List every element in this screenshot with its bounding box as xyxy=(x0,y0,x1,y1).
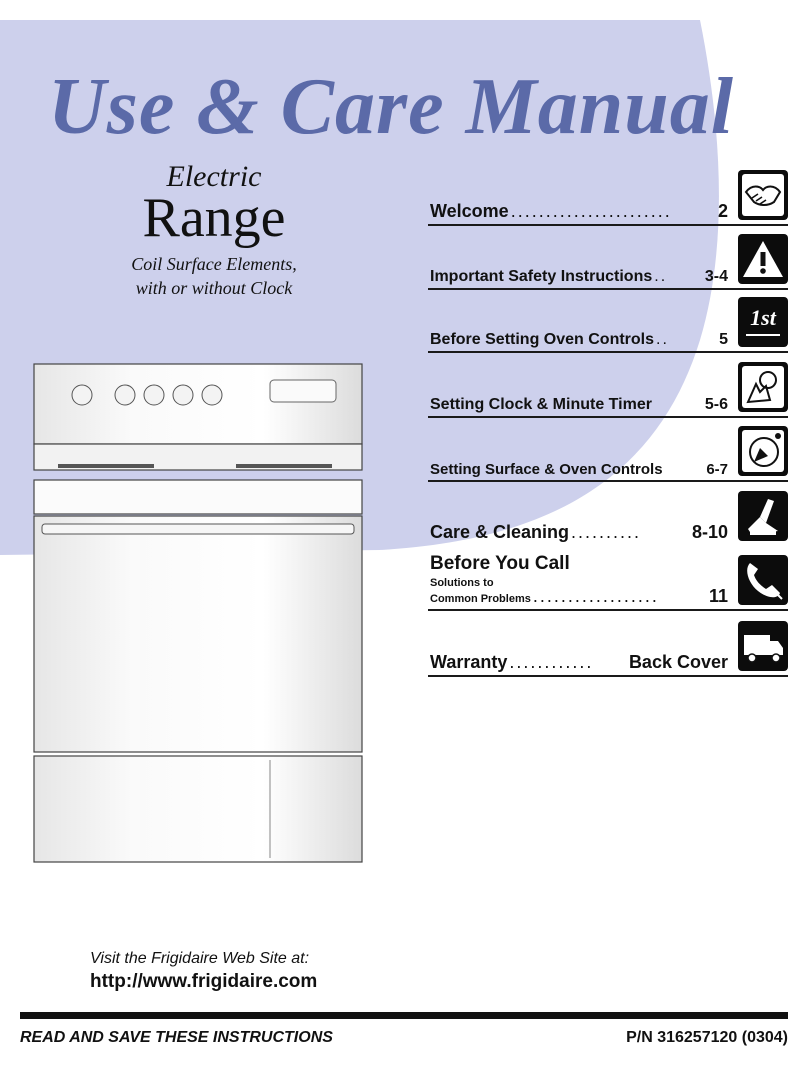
toc-leader: .......... xyxy=(571,522,642,542)
toc-entry-clock xyxy=(428,360,788,418)
warning-icon xyxy=(738,234,788,284)
clock-hand-icon xyxy=(738,362,788,412)
toc-label: Setting Surface & Oven Controls xyxy=(430,461,663,478)
visit-text: Visit the Frigidaire Web Site at: xyxy=(90,950,310,967)
toc-label: Warranty xyxy=(430,652,508,672)
toc-label: Welcome xyxy=(430,201,509,221)
product-block xyxy=(118,160,310,300)
control-knob xyxy=(144,385,164,405)
toc-leader: .. xyxy=(656,331,669,348)
toc-label: Before You Call xyxy=(430,553,570,574)
product-subtitle-1: Coil Surface Elements, xyxy=(131,254,297,274)
truck-icon xyxy=(738,621,788,671)
first-icon-text: 1st xyxy=(750,305,776,330)
oven-door xyxy=(34,516,362,752)
product-subtitle-2: with or without Clock xyxy=(135,278,293,298)
toc-page: 2 xyxy=(717,201,728,221)
toc-entry-safety xyxy=(428,232,788,290)
toc-entry-before-you-call xyxy=(428,553,788,611)
dial-hand-icon xyxy=(738,426,788,476)
toc-leader: ............ xyxy=(509,652,594,672)
part-number: P/N 316257120 (0304) xyxy=(626,1029,788,1046)
first-icon xyxy=(738,297,788,347)
toc-entry-warranty xyxy=(428,619,788,677)
toc-sublabel-2: Common Problems xyxy=(430,593,531,605)
phone-icon xyxy=(738,555,788,605)
toc-label: Setting Clock & Minute Timer xyxy=(430,396,652,413)
toc-page: Back Cover xyxy=(628,652,728,672)
toc-page: 5 xyxy=(719,331,728,348)
oven-door-handle xyxy=(42,524,354,534)
toc-page: 11 xyxy=(708,586,728,606)
toc-leader: .................. xyxy=(532,586,659,606)
product-name: Range xyxy=(142,187,286,249)
footer-instructions: READ AND SAVE THESE INSTRUCTIONS xyxy=(20,1029,333,1046)
toc-entry-surface-oven xyxy=(428,424,788,482)
toc-page: 3-4 xyxy=(704,268,728,285)
storage-drawer xyxy=(34,756,362,862)
clock-display xyxy=(270,380,336,402)
toc-leader: ....................... xyxy=(510,201,672,221)
toc-entry-welcome xyxy=(428,168,788,226)
toc-label: Before Setting Oven Controls xyxy=(430,331,655,348)
toc-entry-before-setting xyxy=(428,295,788,353)
toc-label: Important Safety Instructions xyxy=(430,268,653,285)
toc-page: 5-6 xyxy=(704,396,728,413)
control-knob xyxy=(173,385,193,405)
range-illustration xyxy=(28,360,368,870)
website-url[interactable]: http://www.frigidaire.com xyxy=(90,971,318,992)
cleaning-icon xyxy=(738,491,788,541)
control-knob xyxy=(72,385,92,405)
control-knob xyxy=(202,385,222,405)
toc-entry-care-cleaning xyxy=(428,489,788,547)
toc-label: Care & Cleaning xyxy=(430,522,570,542)
footer-divider xyxy=(20,1012,788,1019)
handshake-icon xyxy=(738,170,788,220)
toc-sublabel-1: Solutions to xyxy=(430,577,494,589)
toc-leader: .. xyxy=(654,268,668,285)
toc-page: 8-10 xyxy=(691,522,728,542)
toc-page: 6-7 xyxy=(706,461,728,478)
manual-title: Use & Care Manual xyxy=(48,63,734,151)
product-type: Electric xyxy=(166,160,262,193)
control-knob xyxy=(115,385,135,405)
control-panel-strip xyxy=(34,480,362,514)
